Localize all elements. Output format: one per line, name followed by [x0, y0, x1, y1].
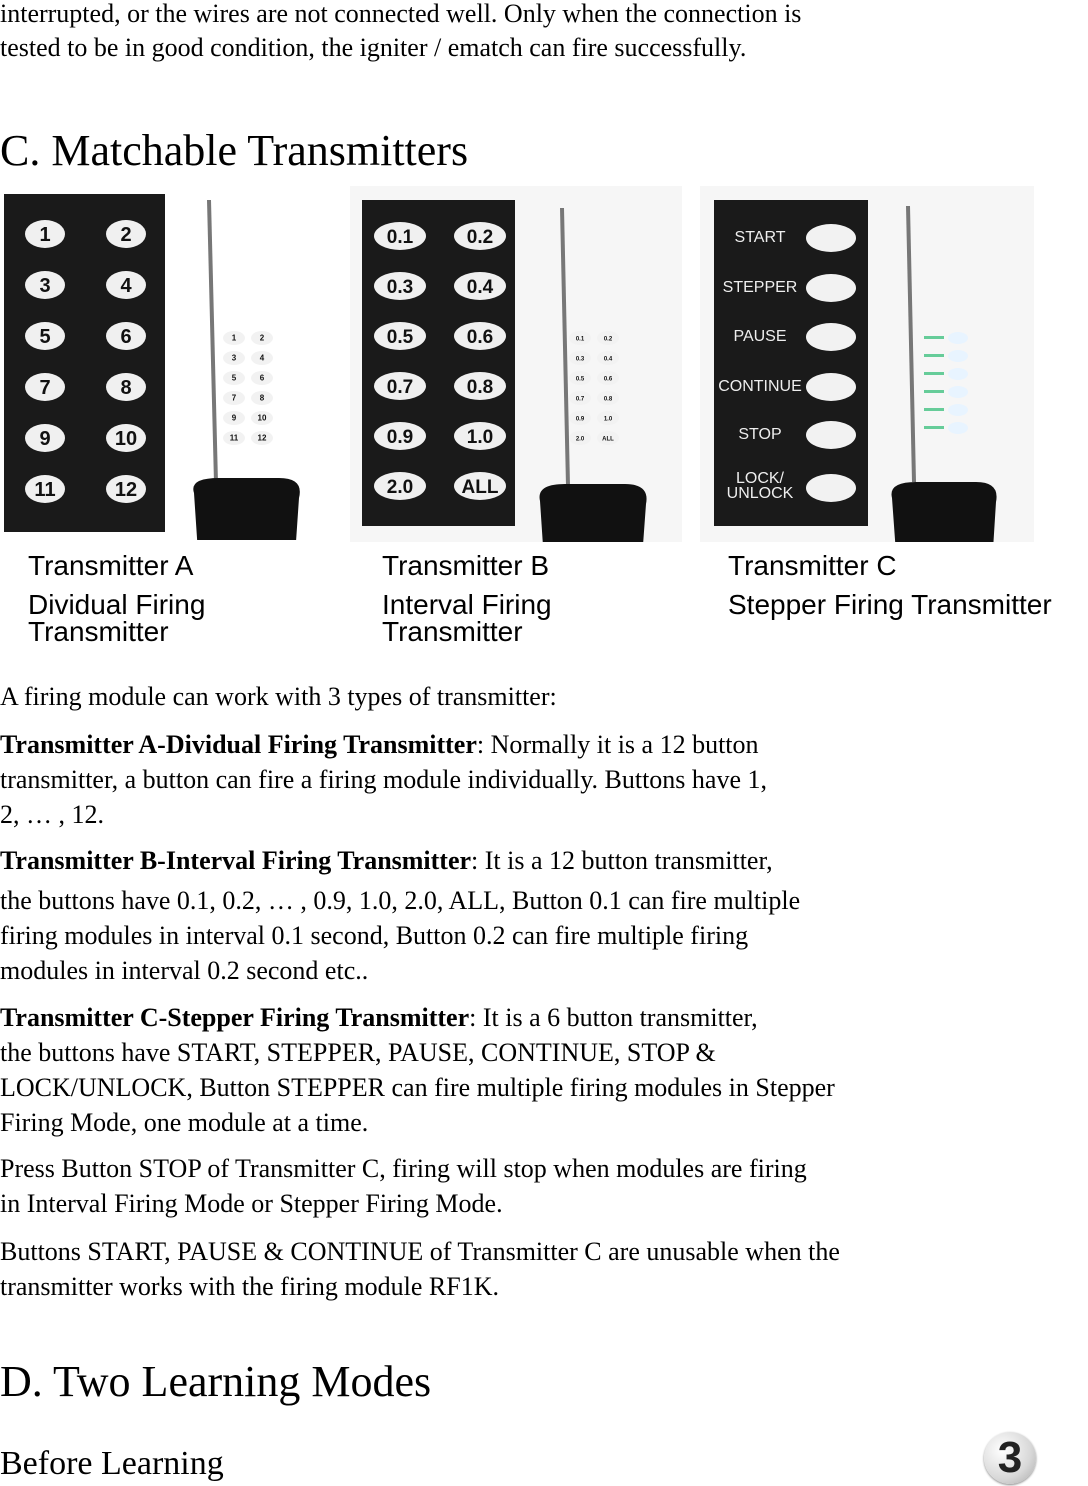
- svg-text:0.1: 0.1: [386, 226, 414, 248]
- transmitter-b-description-line-3: firing modules in interval 0.1 second, Button 0.2 can fire multiple firing: [0, 921, 749, 950]
- stop-note-line-1: Press Button STOP of Transmitter C, firing will stop when modules are firing: [0, 1154, 807, 1183]
- svg-text:0.6: 0.6: [466, 326, 494, 348]
- transmitter-b-mini-button-0.2: [597, 331, 619, 345]
- transmitter-b-caption-name: Transmitter B: [382, 550, 549, 581]
- svg-text:9: 9: [231, 413, 237, 423]
- transmitter-a-description-line-2: transmitter, a button can fire a firing module individually. Buttons have 1,: [0, 765, 767, 794]
- intro-line-2: tested to be in good condition, the igniter / ematch can fire successfully.: [0, 33, 747, 62]
- svg-text:6: 6: [259, 373, 265, 383]
- transmitter-b-button-0.8: [454, 372, 506, 400]
- svg-text:0.9: 0.9: [386, 426, 414, 448]
- transmitter-b-mini-button-ALL: [597, 431, 619, 445]
- transmitter-a-caption-type-2: Transmitter: [28, 616, 169, 647]
- transmitter-b-caption-type-2: Transmitter: [382, 616, 523, 647]
- svg-text:12: 12: [114, 479, 138, 502]
- svg-text:ALL: ALL: [602, 436, 614, 443]
- transmitter-b-button-1.0: [454, 422, 506, 450]
- transmitter-b-button-0.1: [374, 222, 426, 250]
- svg-text:2: 2: [120, 224, 132, 247]
- transmitter-a-button-8: [106, 373, 146, 401]
- transmitter-b-mini-button-1.0: [597, 411, 619, 425]
- svg-text:10: 10: [114, 428, 138, 451]
- section-d-heading: D. Two Learning Modes: [0, 1357, 432, 1406]
- section-c-heading: C. Matchable Transmitters: [0, 126, 469, 175]
- page-number: 3: [984, 1432, 1036, 1484]
- svg-text:0.4: 0.4: [603, 356, 613, 363]
- svg-text:8: 8: [120, 377, 132, 400]
- svg-text:1: 1: [39, 224, 51, 247]
- svg-text:0.3: 0.3: [386, 276, 414, 298]
- intro-line-1: interrupted, or the wires are not connected well. Only when the connection is: [0, 0, 802, 28]
- transmitter-c-description-line-4: Firing Mode, one module at a time.: [0, 1108, 369, 1137]
- svg-text:2.0: 2.0: [386, 476, 414, 498]
- svg-text:2: 2: [259, 333, 265, 343]
- transmitter-a-image: [4, 188, 322, 540]
- svg-text:0.7: 0.7: [575, 396, 585, 403]
- svg-text:PAUSE: PAUSE: [733, 328, 787, 345]
- svg-text:0.8: 0.8: [603, 396, 613, 403]
- transmitter-a-button-2: [106, 220, 146, 248]
- svg-text:0.9: 0.9: [575, 416, 585, 423]
- transmitter-b-description-line-1: Transmitter B-Interval Firing Transmitter: It is a 12 button transmitter,: [0, 846, 773, 875]
- svg-text:0.2: 0.2: [603, 336, 613, 343]
- svg-text:0.4: 0.4: [466, 276, 494, 298]
- svg-text:9: 9: [39, 428, 51, 451]
- transmitter-b-mini-button-0.1: [569, 331, 591, 345]
- transmitter-a-button-12: [106, 475, 146, 503]
- svg-text:0.8: 0.8: [466, 376, 494, 398]
- transmitter-a-mini-button-3: [223, 351, 245, 365]
- svg-text:0.2: 0.2: [466, 226, 494, 248]
- svg-text:5: 5: [39, 326, 51, 349]
- transmitter-a-mini-button-4: [251, 351, 273, 365]
- transmitter-b-button-0.5: [374, 322, 426, 350]
- transmitter-a-mini-button-11: [223, 431, 245, 445]
- transmitter-b-button-0.7: [374, 372, 426, 400]
- transmitter-a-mini-button-6: [251, 371, 273, 385]
- transmitter-b-description-line-2: the buttons have 0.1, 0.2, … , 0.9, 1.0, 2.0, ALL, Button 0.1 can fire multiple: [0, 886, 801, 915]
- transmitter-a-button-4: [106, 271, 146, 299]
- svg-text:10: 10: [257, 413, 267, 423]
- svg-text:3: 3: [231, 353, 237, 363]
- transmitter-b-mini-button-0.9: [569, 411, 591, 425]
- svg-text:7: 7: [231, 393, 237, 403]
- transmitter-c-caption-name: Transmitter C: [728, 550, 897, 581]
- transmitter-a-button-5: [25, 322, 65, 350]
- svg-text:7: 7: [39, 377, 51, 400]
- transmitter-b-button-2.0: [374, 472, 426, 500]
- transmitter-b-mini-button-2.0: [569, 431, 591, 445]
- svg-text:STEPPER: STEPPER: [722, 279, 798, 296]
- transmitter-a-term: Transmitter A-Dividual Firing Transmitter: [0, 730, 477, 759]
- transmitter-a-button-7: [25, 373, 65, 401]
- transmitter-b-button-0.9: [374, 422, 426, 450]
- transmitter-a-mini-button-12: [251, 431, 273, 445]
- remote-body: [892, 482, 997, 542]
- transmitter-b-mini-button-0.4: [597, 351, 619, 365]
- buttons-note-line-1: Buttons START, PAUSE & CONTINUE of Transmitter C are unusable when the: [0, 1237, 840, 1266]
- transmitter-a-button-10: [106, 424, 146, 452]
- transmitter-a-button-6: [106, 322, 146, 350]
- svg-text:CONTINUE: CONTINUE: [718, 378, 802, 395]
- transmitter-a-button-11: [25, 475, 65, 503]
- transmitter-c-term: Transmitter C-Stepper Firing Transmitter: [0, 1003, 470, 1032]
- svg-text:0.5: 0.5: [575, 376, 585, 383]
- transmitter-c-caption-type-1: Stepper Firing Transmitter: [728, 589, 1052, 620]
- svg-text:4: 4: [259, 353, 265, 363]
- svg-text:6: 6: [120, 326, 132, 349]
- transmitter-b-image: [350, 186, 682, 542]
- transmitter-c-description-line-1: Transmitter C-Stepper Firing Transmitter: It is a 6 button transmitter,: [0, 1003, 758, 1032]
- svg-text:ALL: ALL: [461, 476, 499, 498]
- transmitter-a-button-9: [25, 424, 65, 452]
- stop-note-line-2: in Interval Firing Mode or Stepper Firing Mode.: [0, 1189, 503, 1218]
- transmitter-b-mini-button-0.5: [569, 371, 591, 385]
- transmitter-b-mini-button-0.7: [569, 391, 591, 405]
- transmitter-b-caption-type-1: Interval Firing: [382, 589, 552, 620]
- transmitter-a-button-1: [25, 220, 65, 248]
- svg-text:STOP: STOP: [738, 426, 782, 443]
- svg-text:3: 3: [39, 275, 51, 298]
- transmitter-b-term: Transmitter B-Interval Firing Transmitter: [0, 846, 472, 875]
- svg-text:0.6: 0.6: [603, 376, 613, 383]
- svg-text:4: 4: [120, 275, 132, 298]
- svg-text:0.1: 0.1: [575, 336, 585, 343]
- svg-text:0.5: 0.5: [386, 326, 414, 348]
- transmitter-b-mini-button-0.6: [597, 371, 619, 385]
- transmitter-a-mini-button-1: [223, 331, 245, 345]
- svg-text:LOCK/: LOCK/: [735, 470, 785, 487]
- transmitter-a-mini-button-9: [223, 411, 245, 425]
- transmitter-b-mini-button-0.8: [597, 391, 619, 405]
- transmitter-a-mini-button-5: [223, 371, 245, 385]
- svg-text:1.0: 1.0: [466, 426, 494, 448]
- transmitter-a-caption-name: Transmitter A: [28, 550, 194, 581]
- transmitter-b-mini-button-0.3: [569, 351, 591, 365]
- section-d-subheading: Before Learning: [0, 1445, 224, 1482]
- transmitter-a-description-line-3: 2, … , 12.: [0, 800, 104, 829]
- transmitter-b-button-0.3: [374, 272, 426, 300]
- svg-text:0.7: 0.7: [386, 376, 414, 398]
- transmitter-a-mini-button-7: [223, 391, 245, 405]
- transmitter-b-button-0.2: [454, 222, 506, 250]
- svg-text:START: START: [734, 229, 786, 246]
- transmitter-c-description-line-2: the buttons have START, STEPPER, PAUSE, CONTINUE, STOP &: [0, 1038, 716, 1067]
- svg-text:5: 5: [231, 373, 237, 383]
- transmitter-a-caption-type-1: Dividual Firing: [28, 589, 206, 620]
- svg-text:0.3: 0.3: [575, 356, 585, 363]
- svg-text:12: 12: [257, 433, 267, 443]
- svg-text:UNLOCK: UNLOCK: [726, 485, 794, 502]
- svg-text:2.0: 2.0: [575, 436, 585, 443]
- buttons-note-line-2: transmitter works with the firing module RF1K.: [0, 1272, 500, 1301]
- svg-text:8: 8: [259, 393, 265, 403]
- svg-text:1.0: 1.0: [603, 416, 613, 423]
- svg-text:11: 11: [229, 433, 239, 443]
- remote-body: [540, 484, 647, 542]
- transmitter-a-description-line-1: Transmitter A-Dividual Firing Transmitter: Normally it is a 12 button: [0, 730, 759, 759]
- transmitter-b-button-0.4: [454, 272, 506, 300]
- antenna: [209, 200, 216, 483]
- transmitter-c-image: [700, 186, 1034, 542]
- transmitter-b-button-0.6: [454, 322, 506, 350]
- remote-body: [193, 478, 300, 540]
- transmitter-a-mini-button-8: [251, 391, 273, 405]
- svg-text:11: 11: [34, 479, 56, 502]
- intro-paragraph: A firing module can work with 3 types of transmitter:: [0, 682, 557, 711]
- transmitter-a-mini-button-2: [251, 331, 273, 345]
- transmitter-b-button-ALL: [454, 472, 506, 500]
- transmitter-b-description-line-4: modules in interval 0.2 second etc..: [0, 956, 369, 985]
- svg-text:1: 1: [231, 333, 237, 343]
- transmitter-a-mini-button-10: [251, 411, 273, 425]
- transmitter-a-button-3: [25, 271, 65, 299]
- transmitter-c-description-line-3: LOCK/UNLOCK, Button STEPPER can fire multiple firing modules in Stepper: [0, 1073, 835, 1102]
